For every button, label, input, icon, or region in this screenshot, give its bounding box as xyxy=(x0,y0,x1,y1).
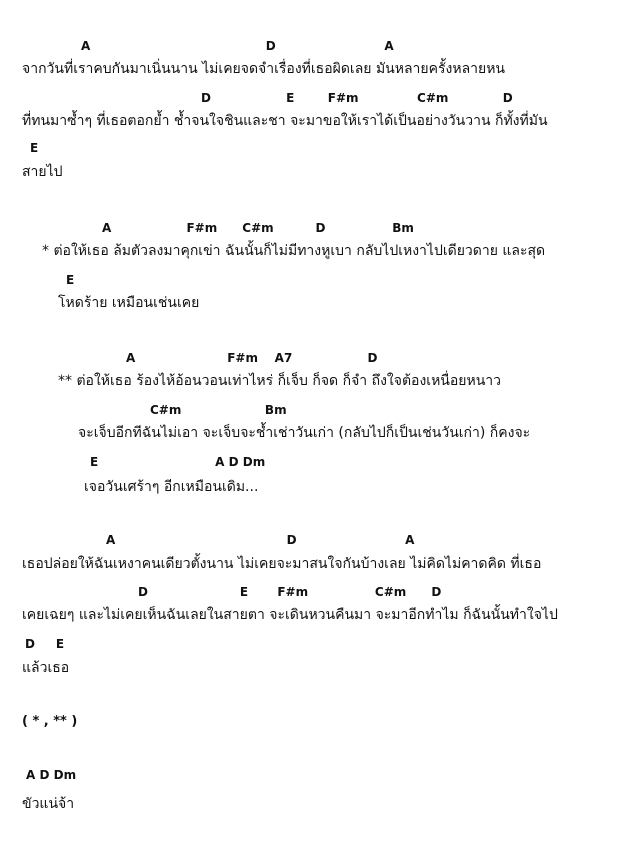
chord-line: C#m Bm xyxy=(150,403,287,417)
chord-line: A D A xyxy=(81,39,394,53)
chord-line: D E xyxy=(25,637,65,651)
chord-line: E A D Dm xyxy=(90,455,266,469)
chord-line: D E F#m C#m D xyxy=(201,91,513,105)
lyric-line: เธอปล่อยให้ฉันเหงาคนเดียวตั้งนาน ไม่เคยจะมาสนใจกันบ้างเลย ไม่คิดไม่คาดคิด ที่เธอ xyxy=(22,556,542,572)
chord-line: E xyxy=(66,273,75,287)
repeat-marker: ( * , ** ) xyxy=(22,714,78,729)
lyric-line: โหดร้าย เหมือนเช่นเคย xyxy=(58,295,200,311)
chord-line: D E F#m C#m D xyxy=(138,585,442,599)
lyric-line: แล้วเธอ xyxy=(22,660,70,676)
lyric-line: ที่ทนมาซ้ำๆ ที่เธอตอกย้ำ ช้ำจนใจชินและชา จะมาขอให้เราได้เป็นอย่างวันวาน ก็ทั้งที่มัน xyxy=(22,113,548,129)
lyric-line: ขัวแน่จ้า xyxy=(22,796,75,812)
chord-line: A F#m C#m D Bm xyxy=(102,221,414,235)
lyric-line: * ต่อให้เธอ ล้มตัวลงมาคุกเข่า ฉันนั้นก็ไม่มีทางหูเบา กลับไปเหงาไปเดียวดาย และสุด xyxy=(42,243,546,259)
lyric-line: จะเจ็บอีกทีฉันไม่เอา จะเจ็บจะช้ำเช่าวันเก่า (กลับไปก็เป็นเช่นวันเก่า) ก็คงจะ xyxy=(78,425,531,441)
chord-line: A D A xyxy=(106,533,415,547)
chord-line: E xyxy=(30,141,39,155)
lyric-line: สายไป xyxy=(22,164,63,180)
lyric-line: เจอวันเศร้าๆ อีกเหมือนเดิม... xyxy=(84,479,259,495)
lyric-line: ** ต่อให้เธอ ร้องไห้อ้อนวอนเท่าไหร่ ก็เจ็บ ก็จด ก็จำ ถึงใจต้องเหนื่อยหนาว xyxy=(58,373,501,389)
chord-line: A F#m A7 D xyxy=(126,351,378,365)
chord-line: A D Dm xyxy=(26,768,77,782)
lyric-line: จากวันที่เราคบกันมาเนิ่นนาน ไม่เคยจดจำเรื่องที่เธอผิดเลย มันหลายครั้งหลายหน xyxy=(22,61,506,77)
lyric-line: เคยเฉยๆ และไม่เคยเห็นฉันเลยในสายตา จะเดินหวนคืนมา จะมาอีกทำไม ก็ฉันนั้นทำใจไป xyxy=(22,607,558,623)
